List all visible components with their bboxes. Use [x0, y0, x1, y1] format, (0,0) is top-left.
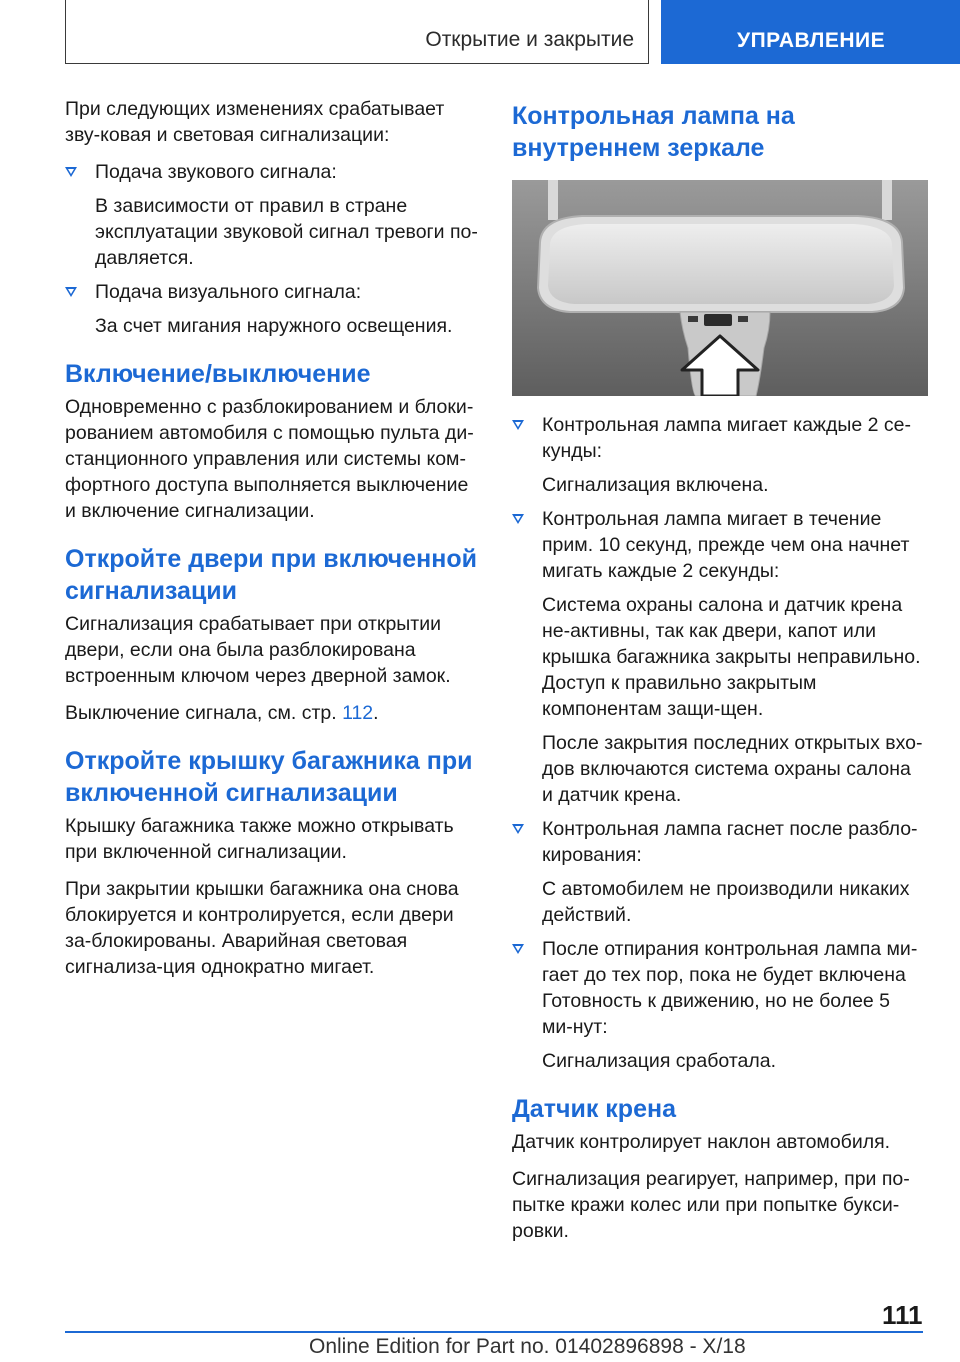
list-item-title: После отпирания контрольная лампа ми-гает до тех пор, пока не будет включена Готовность к движению, но не более 5 ми-нут:: [542, 938, 918, 1038]
triangle-bullet-icon: [512, 944, 524, 954]
signal-list: [65, 159, 479, 339]
page-number: 111: [882, 1300, 923, 1330]
paragraph-alarm-off: Выключение сигнала, см. стр. 112.: [65, 702, 379, 724]
footer-divider: [65, 1331, 923, 1333]
paragraph-open-doors: Сигнализация срабатывает при открытии двери, если она была разблокирована встроенным ключом через дверной замок.: [65, 613, 451, 687]
header-chapter-title: УПРАВЛЕНИЕ: [737, 29, 886, 52]
list-item-title: Контрольная лампа мигает в течение прим. 10 секунд, прежде чем она начнет мигать каждые 2 секунды:: [542, 508, 910, 582]
list-item-title: Подача визуального сигнала:: [95, 281, 362, 303]
paragraph-trunk-1: Крышку багажника также можно открывать при включенной сигнализации.: [65, 815, 454, 863]
heading-open-doors: Откройте двери при включенной сигнализации: [65, 545, 478, 605]
list-item-text: В зависимости от правил в стране эксплуатации звуковой сигнал тревоги по-давляется.: [95, 195, 478, 269]
list-item: [65, 279, 479, 339]
heading-indicator-lamp: Контрольная лампа на внутреннем зеркале: [512, 102, 795, 162]
right-column: [512, 100, 926, 1255]
paragraph-trunk-2: При закрытии крышки багажника она снова блокируется и контролируется, если двери за-блокированы. Аварийная световая сигнализа-ция однократно мигает.: [65, 878, 459, 978]
list-item: [512, 412, 926, 498]
header-section-box: [65, 0, 649, 64]
list-item: [65, 159, 479, 271]
list-item-title: Контрольная лампа мигает каждые 2 се-кунды:: [542, 414, 911, 462]
header-chapter-tab[interactable]: [661, 0, 960, 64]
heading-tilt-sensor: Датчик крена: [512, 1095, 676, 1123]
page-reference-link[interactable]: 112: [342, 702, 374, 724]
paragraph-tilt-1: Датчик контролирует наклон автомобиля.: [512, 1131, 891, 1153]
triangle-bullet-icon: [65, 287, 77, 297]
triangle-bullet-icon: [65, 167, 77, 177]
left-column: [65, 96, 479, 991]
heading-open-trunk: Откройте крышку багажника при включенной сигнализации: [65, 747, 473, 807]
triangle-bullet-icon: [512, 514, 524, 524]
list-item-title: Контрольная лампа гаснет после разбло-кирования:: [542, 818, 918, 866]
list-item: [512, 936, 926, 1074]
list-item: [512, 816, 926, 928]
list-item-text: Сигнализация включена.: [542, 474, 769, 496]
footer-edition: Online Edition for Part no. 01402896898 - X/18: [309, 1335, 746, 1358]
list-item-text: После закрытия последних открытых вхо-дов включаются система охраны салона и датчик крена.: [542, 732, 923, 806]
heading-on-off: Включение/выключение: [65, 360, 371, 388]
paragraph-on-off: Одновременно с разблокированием и блоки-рованием автомобиля с помощью пульта ди-станционного управления или системы ком-фортного доступа выполняется выключение и включение сигнализации.: [65, 396, 474, 522]
list-item-text: С автомобилем не производили никаких действий.: [542, 878, 910, 926]
intro-paragraph: При следующих изменениях срабатывает зву-ковая и световая сигнализации:: [65, 98, 445, 146]
paragraph-tilt-2: Сигнализация реагирует, например, при по-пытке кражи колес или при попытке букси-ровки.: [512, 1168, 910, 1242]
list-item: [512, 506, 926, 808]
triangle-bullet-icon: [512, 420, 524, 430]
list-item-text: Сигнализация сработала.: [542, 1050, 777, 1072]
list-item-text: Система охраны салона и датчик крена не-активны, так как двери, капот или крышка багажника закрыты неправильно. Доступ к правильно закрытым компонентам защи-щен.: [542, 594, 921, 720]
header-section-title: Открытие и закрытие: [425, 28, 634, 51]
rearview-mirror-illustration: [512, 180, 928, 396]
triangle-bullet-icon: [512, 824, 524, 834]
indicator-list: [512, 412, 926, 1074]
list-item-title: Подача звукового сигнала:: [95, 161, 337, 183]
list-item-text: За счет мигания наружного освещения.: [95, 315, 453, 337]
